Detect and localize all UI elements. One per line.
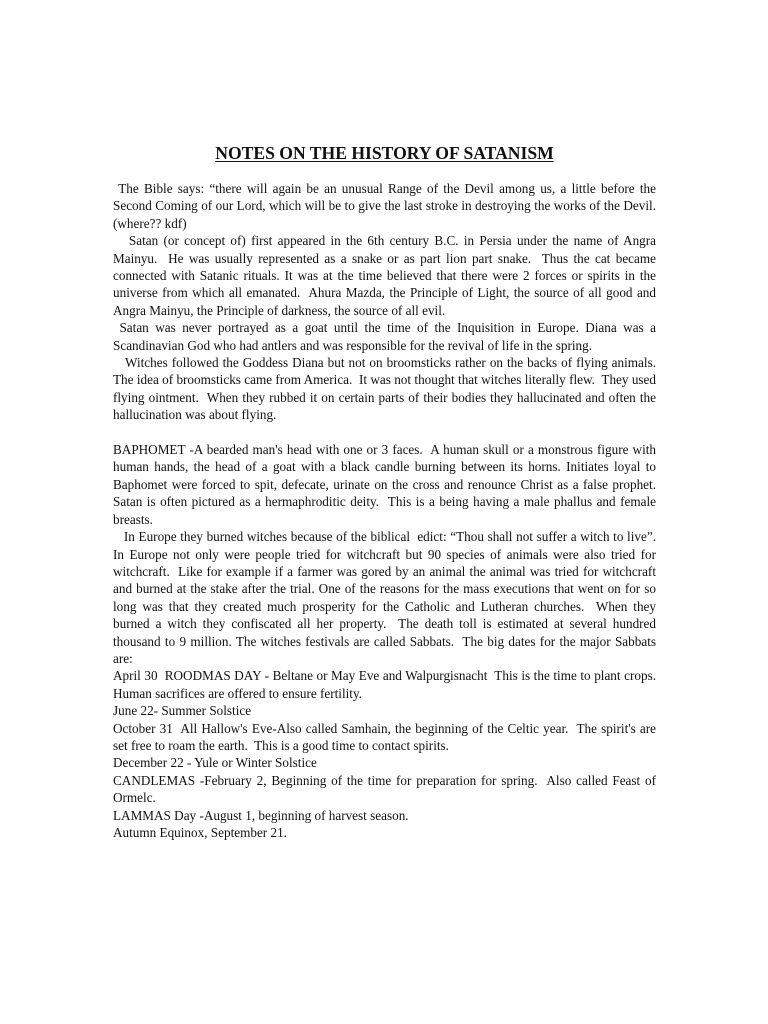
sabbat-june: June 22- Summer Solstice (113, 703, 252, 719)
sabbat-december: December 22 - Yule or Winter Solstice (113, 755, 317, 771)
paragraph-witches-flying: Witches followed the Goddess Diana but not on broomsticks rather on the backs of flying animals. The idea of broomsticks came from America. It was not thought that witches literally flew. They used flying ointment. When they rubbed it on certain parts of their bodies they hallucinated and often the hallucination was about flying. (113, 355, 663, 423)
sabbat-candlemas: CANDLEMAS -February 2, Beginning of the time for preparation for spring. Also called Feast of Ormelc. (113, 772, 660, 806)
paragraph-baphomet: BAPHOMET -A bearded man's head with one or 3 faces. A human skull or a monstrous figure with human hands, the head of a goat with a black candle burning between its horns. Initiates loyal to Baphomet were forced to spit, defecate, urinate on the cross and renounce Christ as a false prophet. Satan is often pictured as a hermaphroditic deity. This is a being having a male phallus and female breasts. (113, 442, 660, 527)
sabbat-october: October 31 All Hallow's Eve-Also called Samhain, the beginning of the Celtic year. The spirit's are set free to roam the earth. This is a good time to contact spirits. (113, 720, 660, 753)
paragraph-bible-quote: The Bible says: “there will again be an unusual Range of the Devil among us, a little before the Second Coming of our Lord, which will be to give the last stroke in destroying the works of the Devil. (where?? kdf) (113, 181, 660, 231)
sabbat-april: April 30 ROODMAS DAY - Beltane or May Eve and Walpurgisnacht This is the time to plant crops. Human sacrifices are offered to ensure fertility. (113, 668, 663, 701)
paragraph-witch-burning: In Europe they burned witches because of the biblical edict: “Thou shall not suffer a witch to live”. In Europe not only were people tried for witchcraft but 90 species of animals were also tried for witchcraft. Like for example if a farmer was gored by an animal the animal was tried for witchcraft and burned at the stake after the trial. One of the reasons for the mass executions that went on for so long was that they created much prosperity for the Catholic and Lutheran churches. When they burned a witch they confiscated all her property. The death toll is estimated at several hundred thousand to 9 million. The witches festivals are called Sabbats. The big dates for the major Sabbats are: (113, 529, 663, 666)
paragraph-satan-origin: Satan (or concept of) first appeared in the 6th century B.C. in Persia under the name of Angra Mainyu. He was usually represented as a snake or as part lion part snake. Thus the cat became connected with Satanic rituals. It was at the time believed that there were 2 forces or spirits in the universe from which all emanated. Ahura Mazda, the Principle of Light, the source of all good and Angra Mainyu, the Principle of darkness, the source of all evil. (113, 233, 660, 318)
sabbat-autumn-equinox: Autumn Equinox, September 21. (113, 825, 287, 841)
paragraph-goat-diana: Satan was never portrayed as a goat until the time of the Inquisition in Europe. Diana was a Scandinavian God who had antlers and was responsible for the revival of life in the spring. (113, 320, 660, 353)
paragraph-gap (113, 424, 656, 441)
page-title: NOTES ON THE HISTORY OF SATANISM (215, 143, 554, 163)
document-page (113, 140, 663, 841)
sabbat-lammas: LAMMAS Day -August 1, beginning of harvest season. (113, 807, 409, 823)
